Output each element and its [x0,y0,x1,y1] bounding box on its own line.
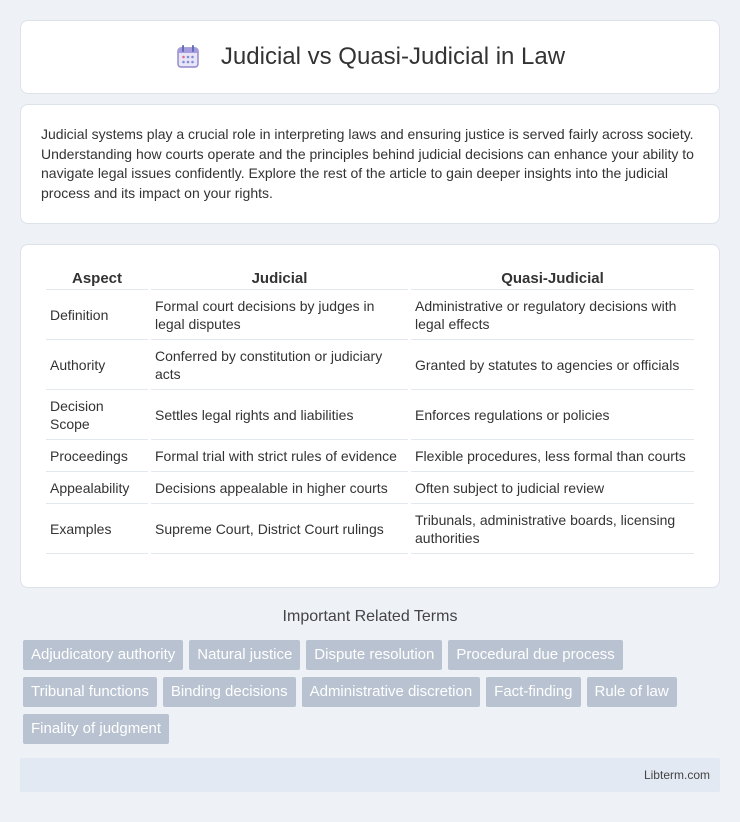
row-quasi-judicial: Administrative or regulatory decisions with legal effects [411,291,694,340]
table-row [46,341,694,390]
related-terms-list [23,640,723,751]
related-term-tag[interactable]: Binding decisions [163,677,296,707]
comparison-table-card [20,244,720,588]
related-terms-title: Important Related Terms [282,608,458,625]
row-judicial: Decisions appealable in higher courts [151,473,408,504]
related-term-tag[interactable]: Natural justice [189,640,300,670]
footer-site-link[interactable]: Libterm.com [643,768,710,782]
related-term-tag[interactable]: Procedural due process [448,640,622,670]
table-row [46,391,694,440]
table-header-row [46,266,694,290]
table-row [46,473,694,504]
row-quasi-judicial: Flexible procedures, less formal than courts [411,441,694,472]
related-term-tag[interactable]: Finality of judgment [23,714,169,744]
row-aspect: Decision Scope [46,391,148,440]
row-judicial: Formal trial with strict rules of evidence [151,441,408,472]
related-term-tag[interactable]: Adjudicatory authority [23,640,183,670]
column-header-aspect: Aspect [46,266,148,290]
row-aspect: Examples [46,505,148,554]
row-judicial: Conferred by constitution or judiciary acts [151,341,408,390]
row-quasi-judicial: Enforces regulations or policies [411,391,694,440]
row-aspect: Proceedings [46,441,148,472]
row-aspect: Appealability [46,473,148,504]
table-row [46,505,694,554]
page-title: Judicial vs Quasi-Judicial in Law [220,43,566,70]
row-judicial: Formal court decisions by judges in legal disputes [151,291,408,340]
column-header-judicial: Judicial [151,266,408,290]
calendar-icon [175,44,201,70]
row-quasi-judicial: Granted by statutes to agencies or officials [411,341,694,390]
comparison-table [43,265,697,555]
related-term-tag[interactable]: Rule of law [587,677,677,707]
row-aspect: Authority [46,341,148,390]
intro-card [20,104,720,224]
row-aspect: Definition [46,291,148,340]
related-term-tag[interactable]: Dispute resolution [306,640,442,670]
footer [20,758,720,792]
header-card [20,20,720,94]
row-quasi-judicial: Tribunals, administrative boards, licensing authorities [411,505,694,554]
table-row [46,291,694,340]
related-term-tag[interactable]: Administrative discretion [302,677,481,707]
related-term-tag[interactable]: Fact-finding [486,677,580,707]
row-quasi-judicial: Often subject to judicial review [411,473,694,504]
column-header-quasi-judicial: Quasi-Judicial [411,266,694,290]
row-judicial: Settles legal rights and liabilities [151,391,408,440]
table-row [46,441,694,472]
intro-paragraph: Judicial systems play a crucial role in interpreting laws and ensuring justice is served fairly across society. Understanding how courts operate and the principles behind judicial decisions can enhance your ability to navigate legal issues confidently. Explore the rest of the article to gain deeper insights into the judicial process and its impact on your rights. [41,126,694,201]
related-term-tag[interactable]: Tribunal functions [23,677,157,707]
row-judicial: Supreme Court, District Court rulings [151,505,408,554]
